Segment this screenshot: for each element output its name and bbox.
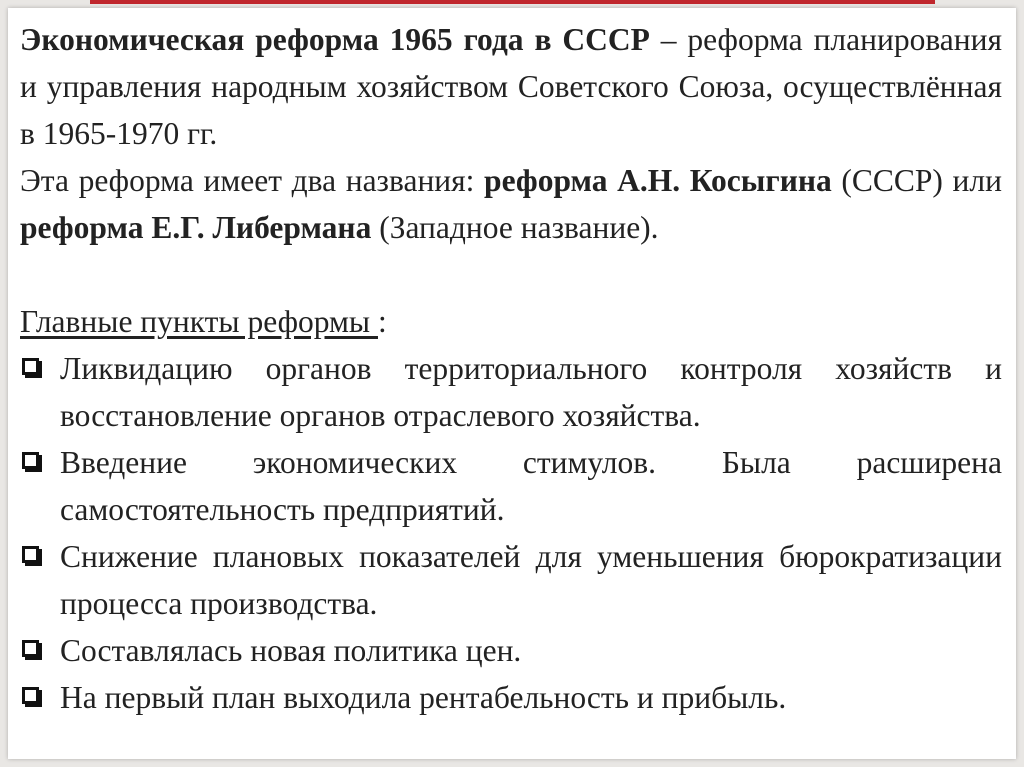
slide-content [20,16,1002,721]
names-text-1: Эта реформа имеет два названия: [20,163,485,198]
liberman-reform-name: реформа Е.Г. Либермана [20,210,372,245]
list-item [20,627,1002,674]
intro-paragraph [20,16,1002,157]
top-accent-bar [90,0,935,4]
list-item [20,533,1002,627]
slide [8,8,1016,759]
list-item-text: На первый план выходила рентабельность и прибыль. [60,680,787,715]
main-points-heading: Главные пункты реформы [20,304,378,339]
list-item-text: Снижение плановых показателей для уменьшения бюрократизации процесса производства. [60,539,1002,621]
blank-line [20,251,1002,298]
main-points-list [20,345,1002,721]
list-item [20,674,1002,721]
list-item-text: Введение экономических стимулов. Была расширена самостоятельность предприятий. [60,445,1002,527]
list-item [20,345,1002,439]
checkbox-square-icon [22,640,39,657]
reform-title: Экономическая реформа 1965 года в СССР [20,22,650,57]
kosygin-reform-name: реформа А.Н. Косыгина [484,163,832,198]
names-text-3: (Западное название). [371,210,659,245]
list-item-text: Ликвидацию органов территориального контроля хозяйств и восстановление органов отраслевого хозяйства. [60,351,1002,433]
checkbox-square-icon [22,687,39,704]
names-paragraph [20,157,1002,251]
list-item-text: Составлялась новая политика цен. [60,633,522,668]
checkbox-square-icon [22,452,39,469]
list-item [20,439,1002,533]
checkbox-square-icon [22,358,39,375]
main-points-heading-line [20,298,1002,345]
reform-definition: – реформа планирования и управления народным хозяйством Советского Союза, осуществлённая в 1965-1970 гг. [20,22,1002,151]
checkbox-square-icon [22,546,39,563]
main-points-colon: : [377,304,387,339]
names-text-2: (СССР) или [831,163,1002,198]
